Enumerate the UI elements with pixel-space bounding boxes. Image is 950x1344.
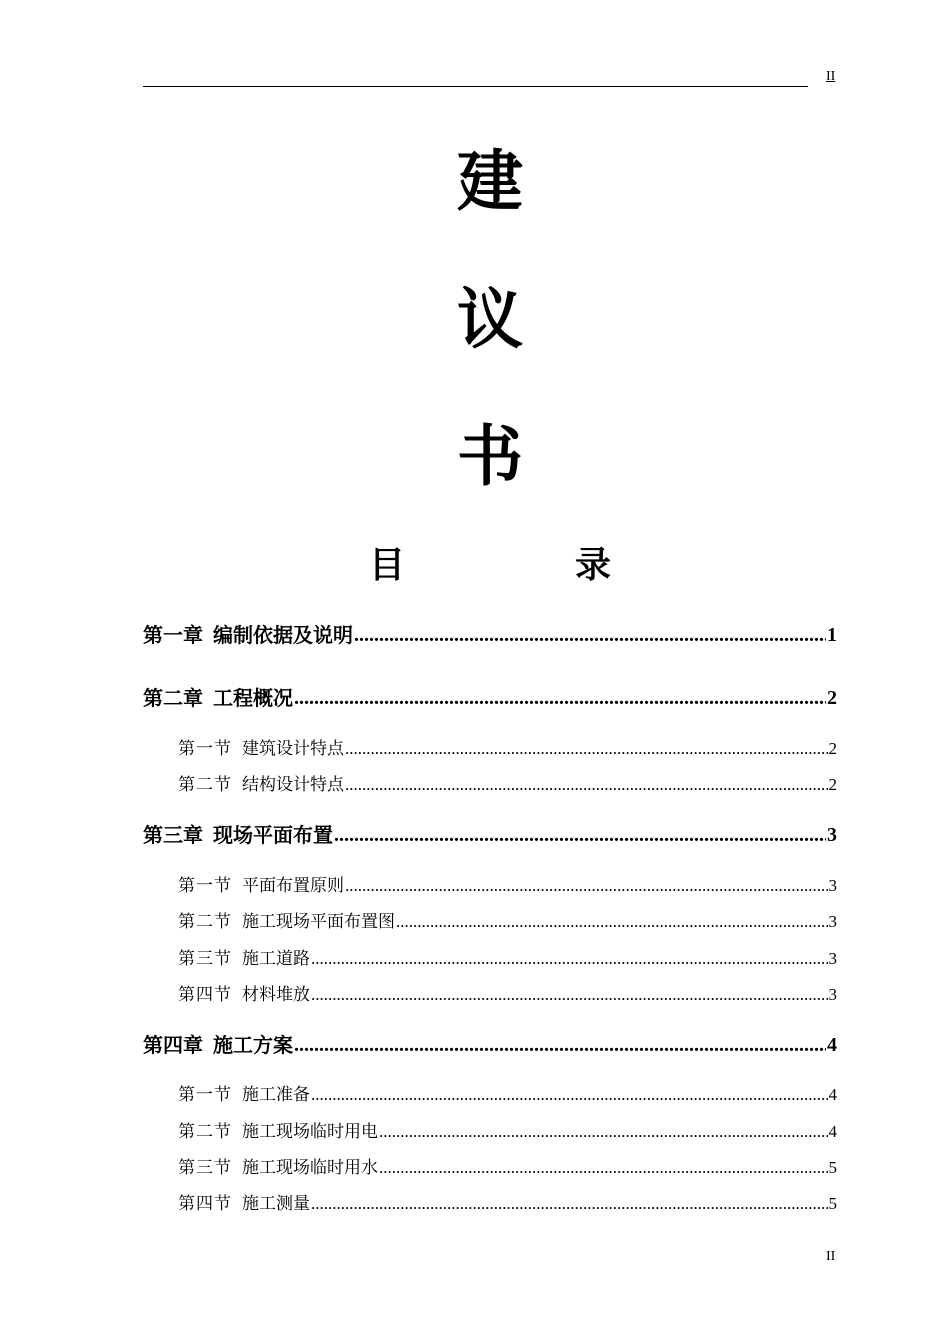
section-page: 2 — [828, 739, 837, 758]
header-page-number: II — [826, 69, 836, 84]
footer-page-number: II — [826, 1249, 836, 1264]
section-number: 第四节 — [178, 1194, 232, 1214]
toc-chapter-4[interactable] — [143, 1032, 837, 1058]
dot-leader — [379, 1157, 828, 1179]
section-number: 第二节 — [178, 775, 232, 795]
toc-section-3-4[interactable] — [178, 984, 837, 1006]
section-title: 平面布置原则 — [242, 876, 344, 896]
dot-leader — [354, 622, 826, 648]
chapter-number: 第四章 — [143, 1033, 203, 1057]
section-title: 结构设计特点 — [242, 775, 344, 795]
chapter-page: 1 — [827, 624, 837, 646]
dot-leader — [294, 685, 826, 711]
chapter-number: 第三章 — [143, 823, 203, 847]
section-number: 第四节 — [178, 985, 232, 1005]
toc-section-2-2[interactable] — [178, 774, 837, 796]
chapter-number: 第一章 — [143, 623, 203, 647]
dot-leader — [396, 911, 828, 933]
title-char-1: 建 — [457, 143, 523, 220]
dot-leader — [345, 774, 828, 796]
toc-section-3-3[interactable] — [178, 948, 837, 970]
chapter-title: 施工方案 — [213, 1033, 293, 1057]
section-page: 4 — [828, 1122, 837, 1141]
section-title: 施工现场临时用电 — [242, 1122, 378, 1142]
toc-heading-right: 录 — [575, 545, 612, 586]
toc-section-4-2[interactable] — [178, 1121, 837, 1143]
section-title: 施工测量 — [242, 1194, 310, 1214]
section-number: 第三节 — [178, 1158, 232, 1178]
dot-leader — [334, 822, 826, 848]
section-page: 4 — [828, 1085, 837, 1104]
section-page: 2 — [828, 775, 837, 794]
toc-section-4-1[interactable] — [178, 1084, 837, 1106]
toc-section-3-2[interactable] — [178, 911, 837, 933]
toc-heading — [0, 543, 950, 589]
section-number: 第三节 — [178, 949, 232, 969]
section-number: 第二节 — [178, 1122, 232, 1142]
section-title: 建筑设计特点 — [242, 739, 344, 759]
section-number: 第一节 — [178, 1085, 232, 1105]
chapter-page: 4 — [827, 1034, 837, 1056]
dot-leader — [311, 1193, 828, 1215]
toc-chapter-2[interactable] — [143, 685, 837, 711]
section-number: 第二节 — [178, 912, 232, 932]
section-title: 施工现场平面布置图 — [242, 912, 395, 932]
section-page: 5 — [828, 1194, 837, 1213]
toc-section-4-4[interactable] — [178, 1193, 837, 1215]
chapter-number: 第二章 — [143, 686, 203, 710]
section-number: 第一节 — [178, 739, 232, 759]
dot-leader — [345, 738, 828, 760]
dot-leader — [379, 1121, 828, 1143]
section-title: 施工现场临时用水 — [242, 1158, 378, 1178]
section-number: 第一节 — [178, 876, 232, 896]
chapter-page: 2 — [827, 687, 837, 709]
header-rule — [143, 86, 808, 87]
dot-leader — [311, 948, 828, 970]
toc-section-2-1[interactable] — [178, 738, 837, 760]
dot-leader — [311, 1084, 828, 1106]
toc-chapter-1[interactable] — [143, 622, 837, 648]
dot-leader — [311, 984, 828, 1006]
dot-leader — [345, 875, 828, 897]
section-title: 材料堆放 — [242, 985, 310, 1005]
title-char-3: 书 — [457, 418, 523, 495]
section-page: 3 — [828, 985, 837, 1004]
toc-chapter-3[interactable] — [143, 822, 837, 848]
chapter-page: 3 — [827, 824, 837, 846]
section-page: 3 — [828, 949, 837, 968]
section-page: 3 — [828, 912, 837, 931]
section-title: 施工准备 — [242, 1085, 310, 1105]
section-page: 5 — [828, 1158, 837, 1177]
section-page: 3 — [828, 876, 837, 895]
toc-section-4-3[interactable] — [178, 1157, 837, 1179]
chapter-title: 工程概况 — [213, 686, 293, 710]
dot-leader — [294, 1032, 826, 1058]
toc-section-3-1[interactable] — [178, 875, 837, 897]
section-title: 施工道路 — [242, 949, 310, 969]
toc-heading-left: 目 — [368, 545, 405, 586]
title-char-2: 议 — [457, 281, 523, 358]
chapter-title: 编制依据及说明 — [213, 623, 353, 647]
chapter-title: 现场平面布置 — [213, 823, 333, 847]
